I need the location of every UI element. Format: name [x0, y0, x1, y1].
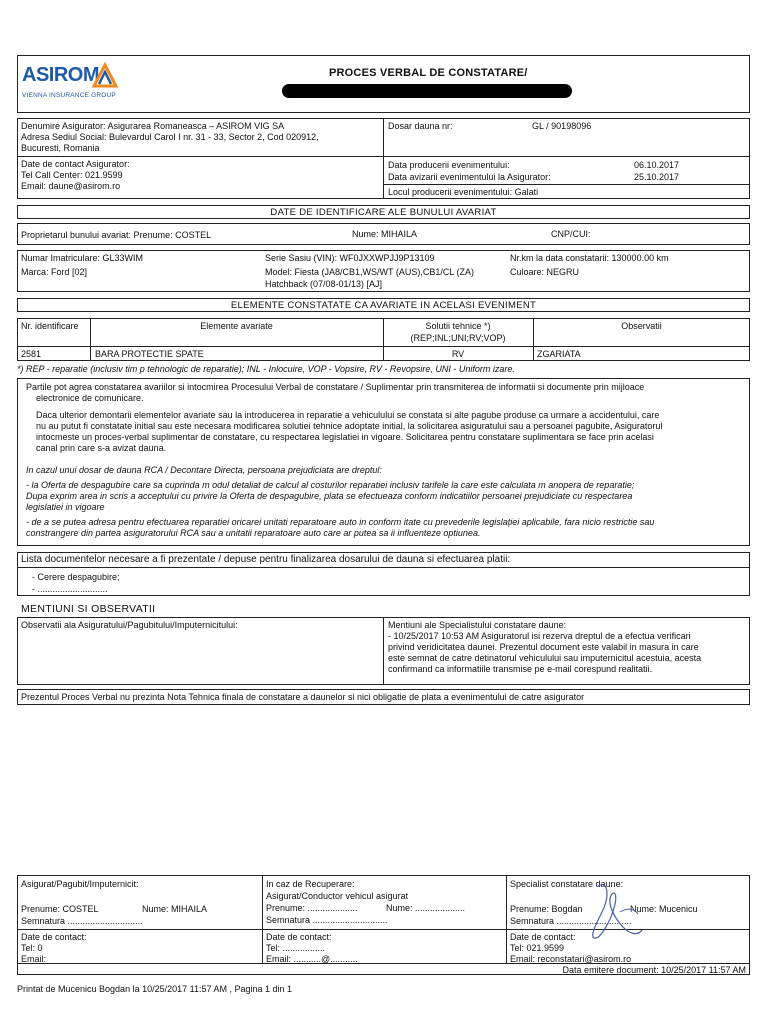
info-p4	[26, 480, 634, 513]
serie-sasiu: Serie Sasiu (VIN): WF0JXXWPJJ9P13109	[265, 253, 435, 263]
km-constatare: Nr.km la data constatarii: 130000.00 km	[510, 253, 669, 263]
recuperare-tel: Tel: .................	[266, 943, 326, 953]
documente-list-box	[17, 568, 750, 596]
mentiuni-line4: confirmand ca informatiile transmise pe e-mail corespund realitatii.	[388, 664, 653, 674]
logo-emblem-icon	[91, 62, 119, 90]
info-p2	[36, 410, 662, 454]
elemente-title: ELEMENTE CONSTATATE CA AVARIATE IN ACELASI EVENIMENT	[230, 300, 537, 311]
proprietar-prenume: Proprietarul bunului avariat: Prenume: COSTEL	[21, 230, 212, 240]
specialist-email: Email: reconstatari@asirom.ro	[510, 954, 632, 964]
col-solutii-2: (REP;INL;UNI;RV;VOP)	[410, 333, 506, 343]
info-p2-line3: intocmeste un proces-verbal suplimentar de constatare, cu respectarea legislatiei in vigoare. Solicitarea pentru constatare suplimentara se face prin acelasi	[36, 432, 654, 442]
col-elemente-avariate: Elemente avariate	[200, 321, 273, 331]
data-emitere: Data emitere document: 10/25/2017 11:57 AM	[562, 965, 746, 975]
loc-producere: Locul producerii evenimentului: Galati	[388, 187, 539, 197]
mentiuni-line3: este semnat de catre detinatorul vehiculului sau imputernicitul acestuia, acesta	[388, 653, 702, 663]
observatii-asigurat: Observatii ala Asiguratului/Pagubitului/Imputernicitului:	[21, 620, 238, 630]
asirom-logo	[21, 62, 131, 106]
mentiuni-specialist	[388, 620, 701, 675]
logo-text: ASIROM	[22, 64, 99, 86]
asigurat-contact-label: Date de contact:	[21, 932, 87, 942]
model-line1: Model: Fiesta (JA8/CB1,WS/WT (AUS),CB1/CL (ZA)	[265, 267, 475, 277]
cell-nr: 2581	[21, 349, 42, 359]
mentiuni-title: MENTIUNI SI OBSERVATII	[21, 603, 156, 615]
data-avizare-value: 25.10.2017	[634, 172, 680, 182]
print-footer: Printat de Mucenicu Bogdan la 10/25/2017 11:57 AM , Pagina 1 din 1	[17, 984, 293, 994]
mentiuni-specialist-title: Mentiuni ale Specialistului constatare daune:	[388, 620, 567, 630]
insurer-city: Bucuresti, Romania	[21, 143, 100, 153]
cell-solutie: RV	[451, 349, 465, 359]
specialist-contact-label: Date de contact:	[510, 932, 576, 942]
marca: Marca: Ford [02]	[21, 267, 88, 277]
info-p1	[26, 382, 644, 404]
info-p5-line2: constrangere din partea asiguratorului RCA sau a unitatii reparatoare auto care ar putea sa ii influenteze optiunea.	[26, 528, 481, 538]
specialist-semnatura: Semnatura ..............................	[510, 916, 632, 926]
data-avizare-label: Data avizarii evenimentului la Asigurator:	[388, 172, 551, 182]
insurer-address: Adresa Sediul Social: Bulevardul Carol I nr. 31 - 33, Sector 2, Cod 020912,	[21, 132, 319, 142]
dosar-label: Dosar dauna nr:	[388, 121, 453, 131]
insurer-name: Denumire Asigurator: Asigurarea Romaneasca – ASIROM VIG SA	[21, 121, 285, 131]
nr-inmatriculare: Numar Imatriculare: GL33WIM	[21, 253, 144, 263]
redacted-bar	[282, 84, 572, 98]
model-line2: Hatchback (07/08-01/13) [AJ]	[265, 279, 383, 289]
recuperare-email: Email: ...........@...........	[266, 954, 358, 964]
info-p5-line1: - de a se putea adresa pentru efectuarea reparatiei oricarei unitati reparatoare auto in conform itate cu prevederile legislației aplicabile, fara nicio restrictie sau	[26, 517, 655, 527]
insurer-contact-label: Date de contact Asigurator:	[21, 159, 130, 169]
document-item: - ............................	[32, 584, 108, 594]
recuperare-sub: Asigurat/Conductor vehicul asigurat	[266, 891, 409, 901]
nota-text: Prezentul Proces Verbal nu prezinta Nota Tehnica finala de constatare a daunelor si nici obligatie de plata a evenimentului de catre asigurator	[21, 692, 585, 702]
specialist-contact	[510, 932, 631, 965]
document-title: PROCES VERBAL DE CONSTATARE/	[329, 67, 528, 79]
proprietar-nume: Nume: MIHAILA	[352, 229, 418, 239]
mentiuni-line2: privind veridicitatea daunei. Prezentul document este valabil in masura in care	[388, 642, 699, 652]
mentiuni-line1: - 10/25/2017 10:53 AM Asiguratorul isi rezerva dreptul de a efectua verificari	[388, 631, 691, 641]
specialist-prenume: Prenume: Bogdan	[510, 904, 583, 914]
asigurat-tel: Tel: 0	[21, 943, 43, 953]
col-solutii-1: Solutii tehnice *)	[425, 321, 491, 331]
logo-subtitle: VIENNA INSURANCE GROUP	[22, 92, 116, 99]
elemente-footnote: *) REP - reparatie (inclusiv tim p tehnologic de reparatie); INL - Inlocuire, VOP - Vopsire, RV - Revopsire, UNI - Uniform izare.	[17, 364, 515, 374]
insurer-phone: Tel Call Center: 021.9599	[21, 170, 123, 180]
cell-element: BARA PROTECTIE SPATE	[95, 349, 204, 359]
asigurat-title: Asigurat/Pagubit/Imputernicit:	[21, 879, 139, 889]
culoare: Culoare: NEGRU	[510, 267, 580, 277]
info-p1-line2: electronice de comunicare.	[36, 393, 144, 403]
documente-title: Lista documentelor necesare a fi prezentate / depuse pentru finalizarea dosarului de dauna si efectuarea platii:	[21, 554, 511, 565]
col-nr-identificare: Nr. identificare	[21, 321, 79, 331]
col-observatii: Observatii	[621, 321, 662, 331]
data-producere-label: Data producerii evenimentului:	[388, 160, 510, 170]
asigurat-email: Email:	[21, 954, 47, 964]
info-p1-line1: Partile pot agrea constatarea avariilor si intocmirea Procesului Verbal de constatare / Suplimentar prin transmiterea de informatii si documente prin mijloace	[26, 382, 645, 392]
asigurat-nume: Nume: MIHAILA	[142, 904, 208, 914]
recuperare-contact	[266, 932, 358, 965]
specialist-nume: Nume: Mucenicu	[630, 904, 698, 914]
proprietar-cnp: CNP/CUI:	[551, 229, 591, 239]
insurer-email: Email: daune@asirom.ro	[21, 181, 121, 191]
data-producere-value: 06.10.2017	[634, 160, 680, 170]
info-p3: In cazul unui dosar de dauna RCA / Decontare Directa, persoana prejudiciata are dreptul:	[26, 465, 382, 475]
info-p4-line2: Dupa exprim area in scris a acceptului cu privire la Oferta de despagubire, plata se efectueaza conform indicatiilor persoanei prejudiciate cu respectarea	[26, 491, 633, 501]
info-p5	[26, 517, 654, 539]
identificare-title: DATE DE IDENTIFICARE ALE BUNULUI AVARIAT	[270, 207, 497, 218]
info-p2-line4: canal prin care s-a avizat dauna.	[36, 443, 167, 453]
recuperare-semnatura: Semnatura ..............................	[266, 915, 388, 925]
info-p4-line3: legislatiei in vigoare	[26, 502, 105, 512]
asigurat-contact	[21, 932, 87, 965]
recuperare-prenume: Prenume: ....................	[266, 903, 358, 913]
insurer-contact	[21, 159, 130, 192]
specialist-title: Specialist constatare daune:	[510, 879, 624, 889]
asigurat-semnatura: Semnatura ..............................	[21, 916, 143, 926]
specialist-tel: Tel: 021.9599	[510, 943, 565, 953]
asigurat-prenume: Prenume: COSTEL	[21, 904, 99, 914]
dosar-value: GL / 90198096	[532, 121, 592, 131]
recuperare-title: In caz de Recuperare:	[266, 879, 355, 889]
document-item: - Cerere despagubire;	[32, 572, 120, 582]
recuperare-nume: Nume: ....................	[386, 903, 466, 913]
recuperare-contact-label: Date de contact:	[266, 932, 332, 942]
insurer-details	[21, 121, 319, 154]
info-p4-line1: - la Oferta de despagubire care sa cuprinda m odul detaliat de calcul al costurilor reparatiei inclusiv tarifele la care este calculata m anopera de reparatie;	[26, 480, 635, 490]
info-p2-line2: nu au putut fi constatate initial sau este necesara modificarea solutiei tehnice adoptate initial, la solicitarea asiguratului sau a persoanei pagubite, Asiguratorul	[36, 421, 663, 431]
info-p2-line1: Daca ulterior demontarii elementelor avariate sau la introducerea in reparatie a vehiculului se constata si alte pagube produse ca urmare a accidentului, care	[36, 410, 660, 420]
cell-observatie: ZGARIATA	[537, 349, 581, 359]
